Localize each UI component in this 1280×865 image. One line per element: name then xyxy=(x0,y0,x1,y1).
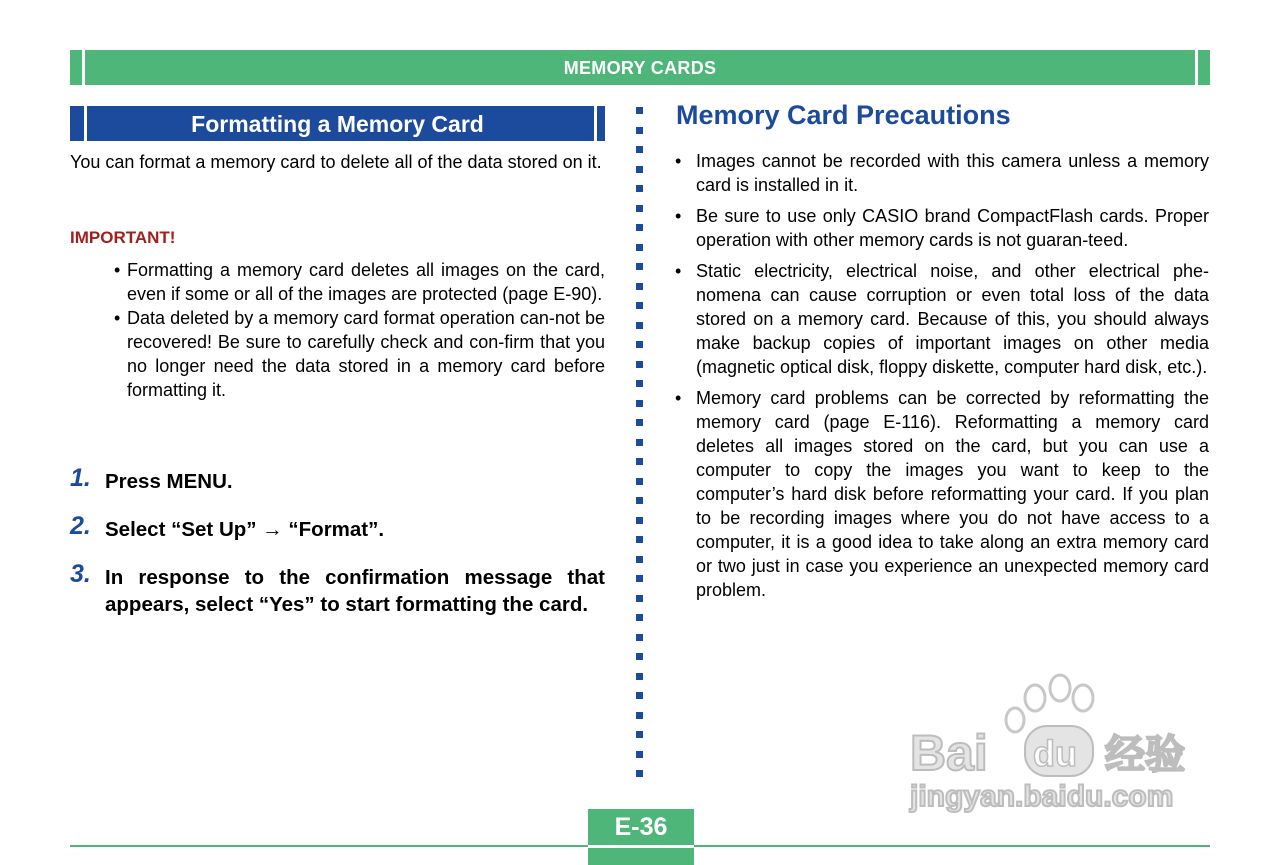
baidu-watermark-logo xyxy=(905,670,1205,820)
step-number: 3. xyxy=(70,560,91,588)
page-box-separator xyxy=(588,845,694,848)
intro-paragraph: You can format a memory card to delete all of the data stored on it. xyxy=(70,152,602,172)
important-item-text: Data deleted by a memory card format operation can-not be recovered! Be sure to carefully check and con-firm that you no longer need the data stored in a memory card before formatting it. xyxy=(127,308,605,400)
precaution-item xyxy=(675,204,1209,252)
precautions-list xyxy=(675,149,1209,609)
bullet-icon: • xyxy=(675,151,682,171)
precaution-text: Be sure to use only CASIO brand CompactFlash cards. Proper operation with other memory cards is not guaran-teed. xyxy=(696,206,1209,250)
bullet-icon: • xyxy=(675,388,682,408)
page-number-box xyxy=(588,809,694,865)
precaution-text: Static electricity, electrical noise, and other electrical phe-nomena can cause corruption or even total loss of the data stored on a memory card. Because of this, you should always make backup copies of important images on other media (magnetic optical disk, floppy diskette, computer hard disk, etc.). xyxy=(696,261,1209,377)
svg-text:Bai: Bai xyxy=(910,725,988,781)
bullet-icon: • xyxy=(675,261,682,281)
precaution-text: Memory card problems can be corrected by reformatting the memory card (page E-116). Reformatting a memory card deletes all images stored on the card, but you can use a computer to copy the images you want to keep to the computer’s hard disk before reformatting your card. If you plan to be recording images where you do not have access to a computer, it is a good idea to take along an extra memory card or two just in case you experience an unexpected memory card problem. xyxy=(696,388,1209,600)
bullet-icon: • xyxy=(675,206,682,226)
column-divider xyxy=(636,107,644,777)
important-item xyxy=(114,258,605,306)
step-text: Select “Set Up” → “Format”. xyxy=(105,518,385,541)
step-text: In response to the confirmation message that appears, select “Yes” to start formatting the card. xyxy=(105,566,605,616)
precaution-item xyxy=(675,386,1209,602)
bullet-icon: • xyxy=(114,308,121,328)
important-item-text: Formatting a memory card deletes all images on the card, even if some or all of the images are protected (page E-90). xyxy=(127,260,605,304)
important-label: IMPORTANT! xyxy=(70,228,176,247)
step-number: 2. xyxy=(70,512,91,540)
section-title: Formatting a Memory Card xyxy=(191,111,484,137)
svg-text:jingyan.baidu.com: jingyan.baidu.com xyxy=(910,780,1174,813)
header-title: MEMORY CARDS xyxy=(563,58,717,78)
bullet-icon: • xyxy=(114,260,121,280)
precautions-heading: Memory Card Precautions xyxy=(676,100,1011,130)
section-heading-box xyxy=(70,106,605,141)
step-text: Press MENU. xyxy=(105,470,233,493)
page-number: E-36 xyxy=(614,813,668,841)
step-number: 1. xyxy=(70,464,91,492)
precaution-item xyxy=(675,149,1209,197)
header-bar xyxy=(70,50,1210,85)
precaution-text: Images cannot be recorded with this camera unless a memory card is installed in it. xyxy=(696,151,1209,195)
precaution-item xyxy=(675,259,1209,379)
important-list xyxy=(114,258,605,402)
important-item xyxy=(114,306,605,402)
svg-text:经验: 经验 xyxy=(1105,733,1185,777)
svg-text:du: du xyxy=(1033,733,1077,774)
